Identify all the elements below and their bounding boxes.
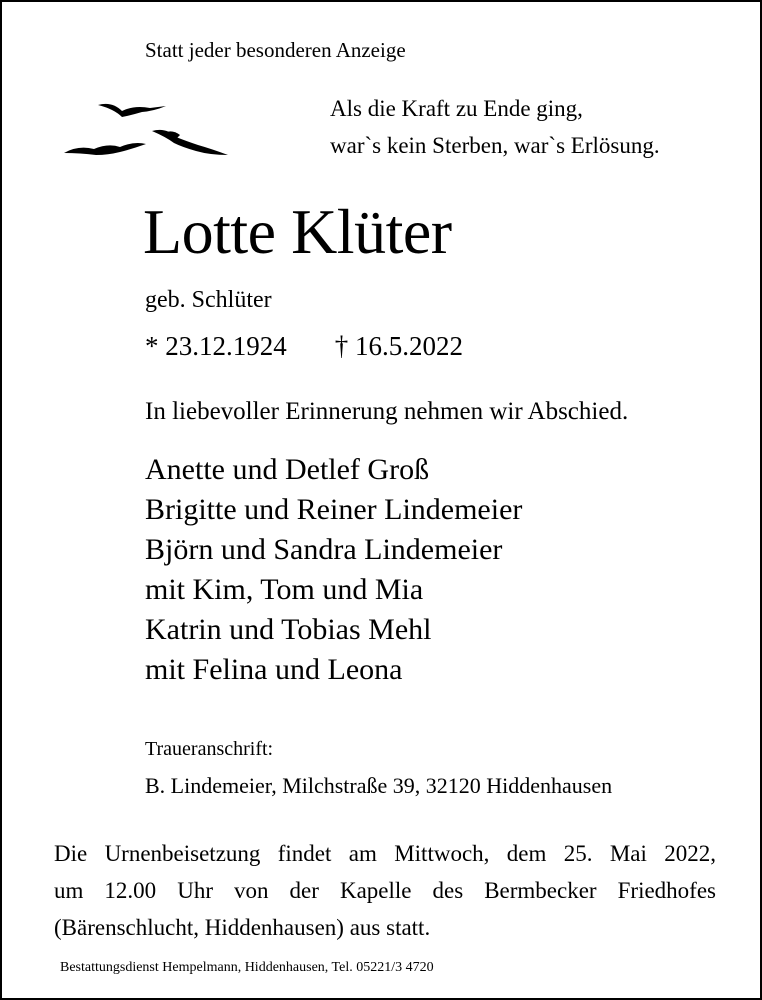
quote-line-2: war`s kein Sterben, war`s Erlösung. xyxy=(330,133,660,158)
address-label: Traueranschrift: xyxy=(145,738,274,760)
family-line: Brigitte und Reiner Lindemeier xyxy=(145,493,523,526)
quote-text xyxy=(330,90,660,164)
bird-right xyxy=(152,130,228,155)
notice-header: Statt jeder besonderen Anzeige xyxy=(145,38,406,62)
life-dates xyxy=(145,331,463,362)
burial-info xyxy=(54,835,716,946)
family-line: Katrin und Tobias Mehl xyxy=(145,613,432,646)
burial-line-1: Die Urnenbeisetzung findet am Mittwoch, dem 25. Mai 2022, xyxy=(54,841,716,866)
deceased-name: Lotte Klüter xyxy=(143,196,452,267)
death-date: † 16.5.2022 xyxy=(334,331,463,361)
address-value: B. Lindemeier, Milchstraße 39, 32120 Hiddenhausen xyxy=(145,773,613,798)
family-list xyxy=(145,450,522,690)
burial-line-2: um 12.00 Uhr von der Kapelle des Bermbecker Friedhofes xyxy=(54,878,716,903)
family-line: mit Kim, Tom und Mia xyxy=(145,573,424,606)
quote-line-1: Als die Kraft zu Ende ging, xyxy=(330,96,583,121)
funeral-home-footer: Bestattungsdienst Hempelmann, Hiddenhausen, Tel. 05221/3 4720 xyxy=(60,960,434,975)
burial-line-3: (Bärenschlucht, Hiddenhausen) aus statt. xyxy=(54,915,431,940)
birth-date: * 23.12.1924 xyxy=(145,331,287,361)
maiden-name: geb. Schlüter xyxy=(145,287,272,313)
family-line: mit Felina und Leona xyxy=(145,653,403,686)
flying-birds-icon xyxy=(62,95,230,165)
family-line: Björn und Sandra Lindemeier xyxy=(145,533,503,566)
farewell-text: In liebevoller Erinnerung nehmen wir Abschied. xyxy=(145,398,629,425)
bird-top xyxy=(98,104,166,117)
bird-bottom-left xyxy=(64,143,146,155)
family-line: Anette und Detlef Groß xyxy=(145,453,430,486)
